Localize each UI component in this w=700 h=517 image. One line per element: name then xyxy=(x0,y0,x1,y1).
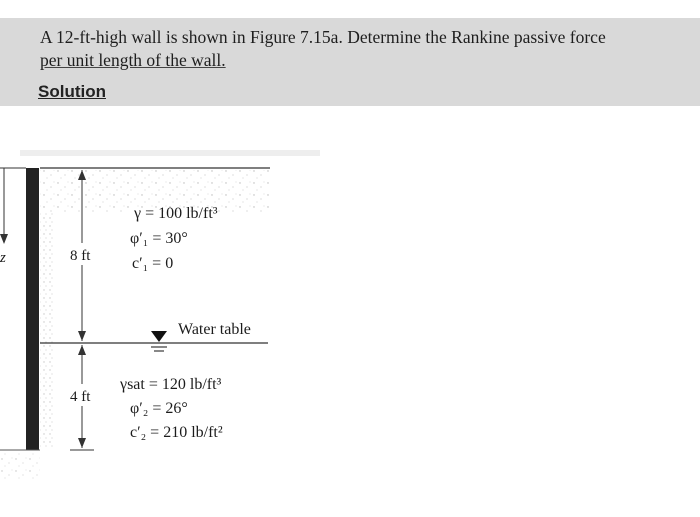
upper-unit-weight: γ = 100 lb/ft³ xyxy=(134,205,218,222)
upper-friction-angle: φ′₁ = 30° xyxy=(130,230,188,247)
dimension-4ft-arrow-bottom xyxy=(78,438,86,448)
dimension-8ft-arrow-bottom xyxy=(78,331,86,341)
solution-heading: Solution xyxy=(38,82,106,101)
depth-axis-arrowhead xyxy=(0,234,8,244)
soil-texture-wall-face xyxy=(40,212,54,448)
lower-saturated-unit-weight: γsat = 120 lb/ft³ xyxy=(120,376,222,393)
scan-shading xyxy=(20,150,320,156)
dimension-8ft-label: 8 ft xyxy=(70,248,91,264)
lower-friction-angle: φ′₂ = 26° xyxy=(130,400,188,417)
problem-line-2: per unit length of the wall. xyxy=(40,50,226,70)
depth-axis-label: z xyxy=(0,250,6,266)
water-table-symbol-icon xyxy=(151,331,167,342)
soil-texture-base xyxy=(0,452,40,480)
dimension-4ft-label: 4 ft xyxy=(70,389,91,405)
upper-cohesion: c′₁ = 0 xyxy=(132,255,174,272)
lower-cohesion: c′₂ = 210 lb/ft² xyxy=(130,424,223,441)
problem-line-1: A 12-ft-high wall is shown in Figure 7.15a. Determine the Rankine passive force xyxy=(40,27,606,47)
water-table-label: Water table xyxy=(178,321,251,338)
dimension-4ft-arrow-top xyxy=(78,345,86,355)
retaining-wall xyxy=(26,168,39,450)
